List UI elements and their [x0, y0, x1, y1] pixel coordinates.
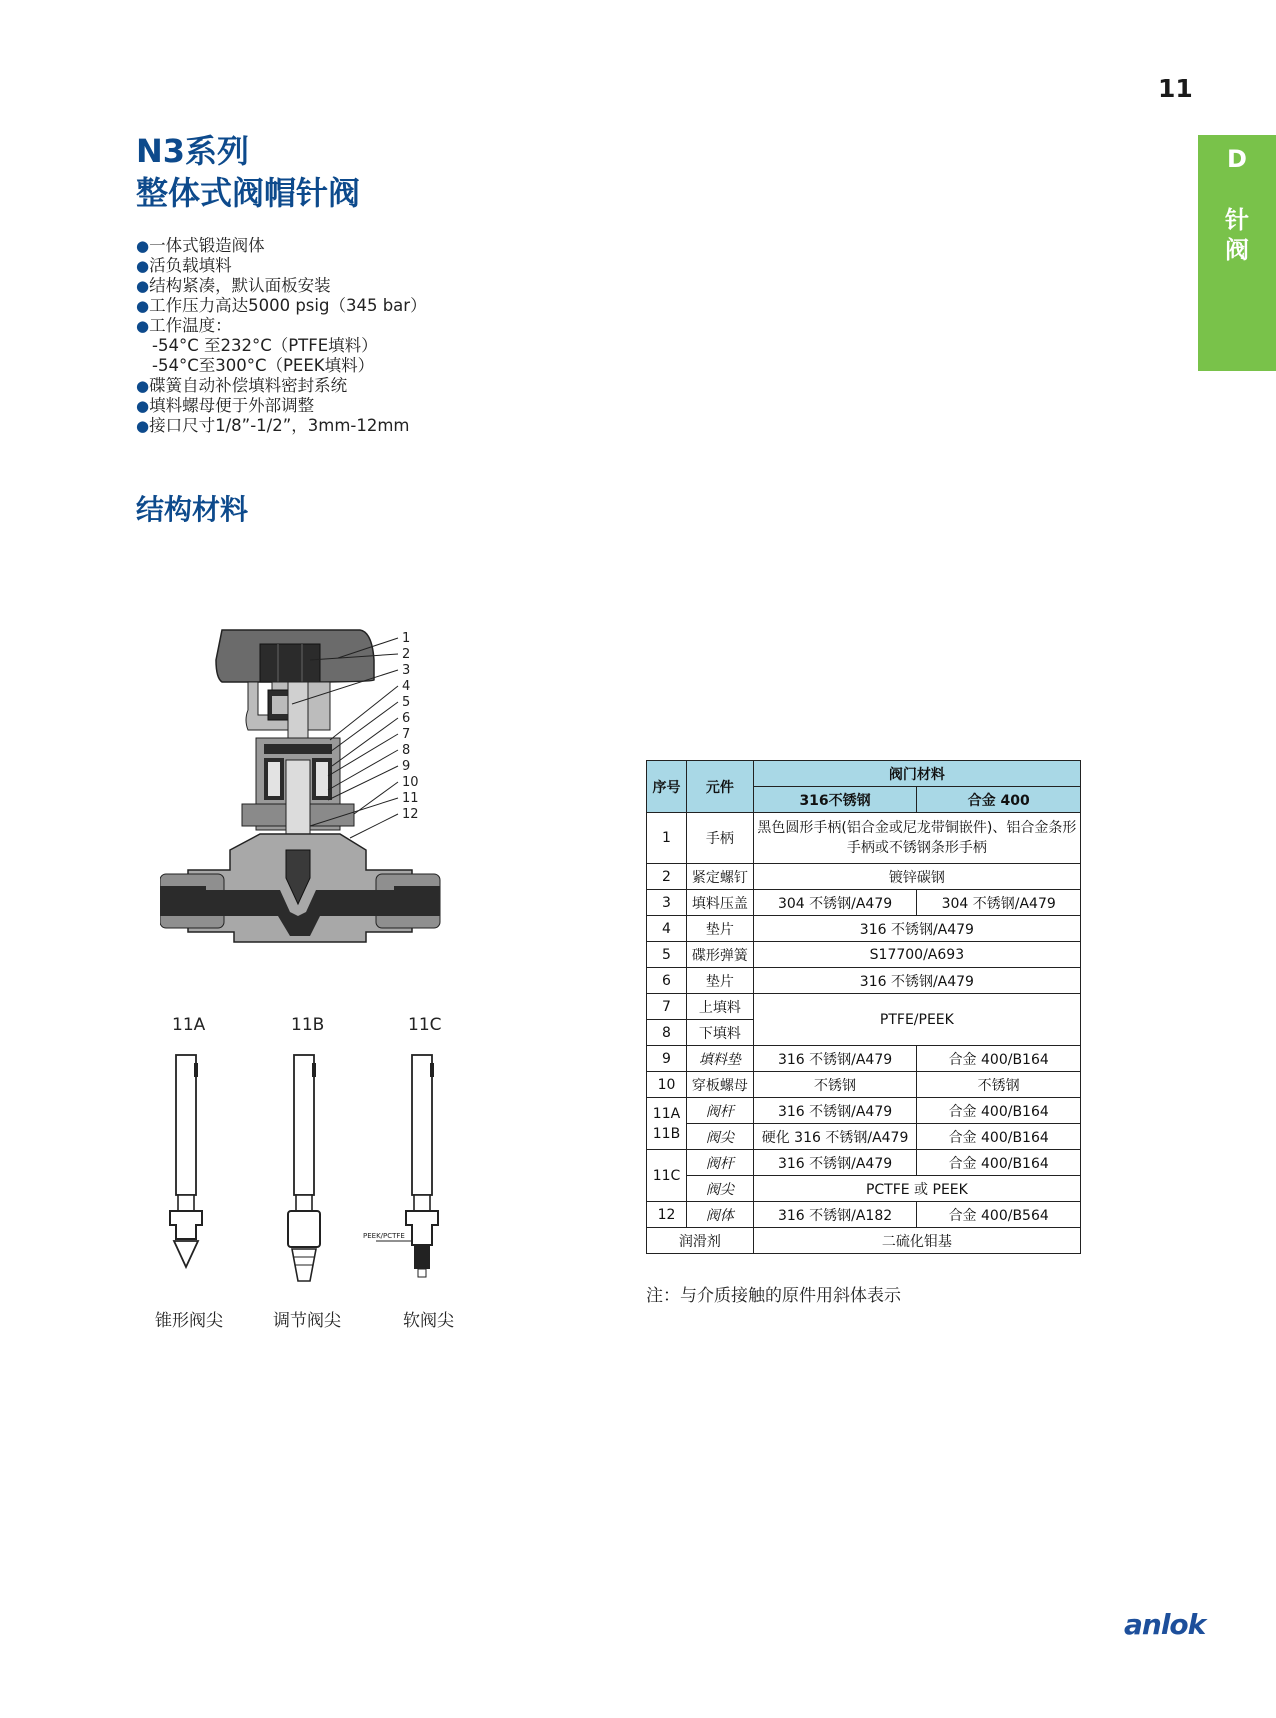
table-row: 9 填料垫 316 不锈钢/A479 合金 400/B164: [647, 1046, 1081, 1072]
page-number: 11: [1158, 74, 1193, 103]
table-note: 注：与介质接触的原件用斜体表示: [646, 1286, 901, 1306]
table-row: 12 阀体 316 不锈钢/A182 合金 400/B564: [647, 1202, 1081, 1228]
feature-text: 碟簧自动补偿填料密封系统: [149, 376, 348, 395]
feature-text: 填料螺母便于外部调整: [149, 396, 315, 415]
peek-pctfe-label: PEEK/PCTFE: [363, 1232, 405, 1240]
bullet-icon: ●: [136, 297, 150, 315]
feature-item: [136, 376, 427, 396]
tip-label-11a: 11A: [172, 1015, 206, 1035]
feature-text: -54°C 至232°C（PTFE填料）: [152, 336, 378, 355]
table-row: 阀尖 硬化 316 不锈钢/A479 合金 400/B164: [647, 1124, 1081, 1150]
page-title: [136, 130, 360, 214]
callout-number: 6: [402, 711, 411, 726]
tip-label-11c: 11C: [408, 1015, 442, 1035]
table-row: 3 填料压盖 304 不锈钢/A479 304 不锈钢/A479: [647, 890, 1081, 916]
feature-item: [136, 416, 427, 436]
feature-item: [136, 316, 427, 336]
soft-tip-drawing: [363, 1055, 438, 1277]
valve-cross-section-diagram: [160, 620, 460, 950]
section-tab-letter: D: [1227, 145, 1247, 173]
section-tab[interactable]: [1198, 135, 1276, 371]
feature-item: [136, 356, 427, 376]
bullet-icon: ●: [136, 257, 150, 275]
table-row: 阀尖 PCTFE 或 PEEK: [647, 1176, 1081, 1202]
table-row: 11A 11B 阀杆 316 不锈钢/A479 合金 400/B164: [647, 1098, 1081, 1124]
section-tab-label: 针阀: [1225, 206, 1249, 264]
table-row: 11C 阀杆 316 不锈钢/A479 合金 400/B164: [647, 1150, 1081, 1176]
feature-item: [136, 256, 427, 276]
bullet-icon: ●: [136, 417, 150, 435]
callout-number: 9: [402, 759, 411, 774]
tip-label-11b: 11B: [291, 1015, 325, 1035]
feature-text: -54°C至300°C（PEEK填料）: [152, 356, 375, 375]
table-row: 7 上填料 PTFE/PEEK: [647, 994, 1081, 1020]
tip-name-regulating: 调节阀尖: [273, 1311, 341, 1331]
feature-item: [136, 296, 427, 316]
callout-number: 3: [402, 663, 411, 678]
callout-number: 8: [402, 743, 411, 758]
feature-text: 接口尺寸1/8”-1/2”，3mm-12mm: [149, 416, 410, 435]
table-row: 6 垫片 316 不锈钢/A479: [647, 968, 1081, 994]
callout-number: 12: [402, 807, 419, 822]
callout-number: 7: [402, 727, 411, 742]
table-row: 2 紧定螺钉 镀锌碳钢: [647, 864, 1081, 890]
callout-number: 5: [402, 695, 411, 710]
tip-name-cone: 锥形阀尖: [155, 1311, 223, 1331]
header-part: 元件: [686, 761, 753, 813]
feature-text: 一体式锻造阀体: [149, 236, 265, 255]
table-row: 5 碟形弹簧 S17700/A693: [647, 942, 1081, 968]
bullet-icon: ●: [136, 237, 150, 255]
bullet-icon: ●: [136, 317, 150, 335]
feature-text: 工作温度：: [149, 316, 232, 335]
header-no: 序号: [647, 761, 687, 813]
table-row: 1 手柄 黑色圆形手柄(铝合金或尼龙带铜嵌件)、铝合金条形手柄或不锈钢条形手柄: [647, 813, 1081, 864]
bullet-icon: ●: [136, 277, 150, 295]
table-row: 8 下填料: [647, 1020, 1081, 1046]
tip-variants-diagram: [140, 1045, 480, 1315]
feature-item: [136, 276, 427, 296]
header-material: 阀门材料: [753, 761, 1080, 787]
regulating-tip-drawing: [288, 1055, 320, 1281]
feature-text: 活负载填料: [149, 256, 232, 275]
table-row: 润滑剂 二硫化钼基: [647, 1228, 1081, 1254]
row-no-11a: 11A: [652, 1105, 681, 1122]
table-row: 4 垫片 316 不锈钢/A479: [647, 916, 1081, 942]
tip-name-soft: 软阀尖: [403, 1311, 454, 1331]
callout-number: 1: [402, 631, 411, 646]
brand-logo: anlok: [1124, 1608, 1206, 1641]
bullet-icon: ●: [136, 377, 150, 395]
bullet-icon: ●: [136, 397, 150, 415]
feature-item: [136, 396, 427, 416]
feature-item: [136, 236, 427, 256]
header-alloy400: 合金 400: [917, 787, 1081, 813]
section-title: 结构材料: [136, 493, 249, 526]
header-316ss: 316不锈钢: [753, 787, 917, 813]
feature-list: [136, 236, 427, 436]
feature-text: 工作压力高达5000 psig（345 bar）: [149, 296, 427, 315]
feature-item: [136, 336, 427, 356]
handle-insert: [260, 644, 320, 682]
callout-number: 4: [402, 679, 411, 694]
table-header-row: [647, 761, 1081, 787]
title-product: 整体式阀帽针阀: [136, 174, 361, 212]
table-row: 10 穿板螺母 不锈钢 不锈钢: [647, 1072, 1081, 1098]
title-series: N3系列: [136, 132, 250, 170]
row-no-11b: 11B: [652, 1125, 681, 1142]
callout-number: 10: [402, 775, 419, 790]
feature-text: 结构紧凑，默认面板安装: [149, 276, 331, 295]
callout-number: 11: [402, 791, 419, 806]
cone-tip-drawing: [170, 1055, 202, 1267]
materials-table: [646, 760, 1081, 1254]
callout-number: 2: [402, 647, 411, 662]
